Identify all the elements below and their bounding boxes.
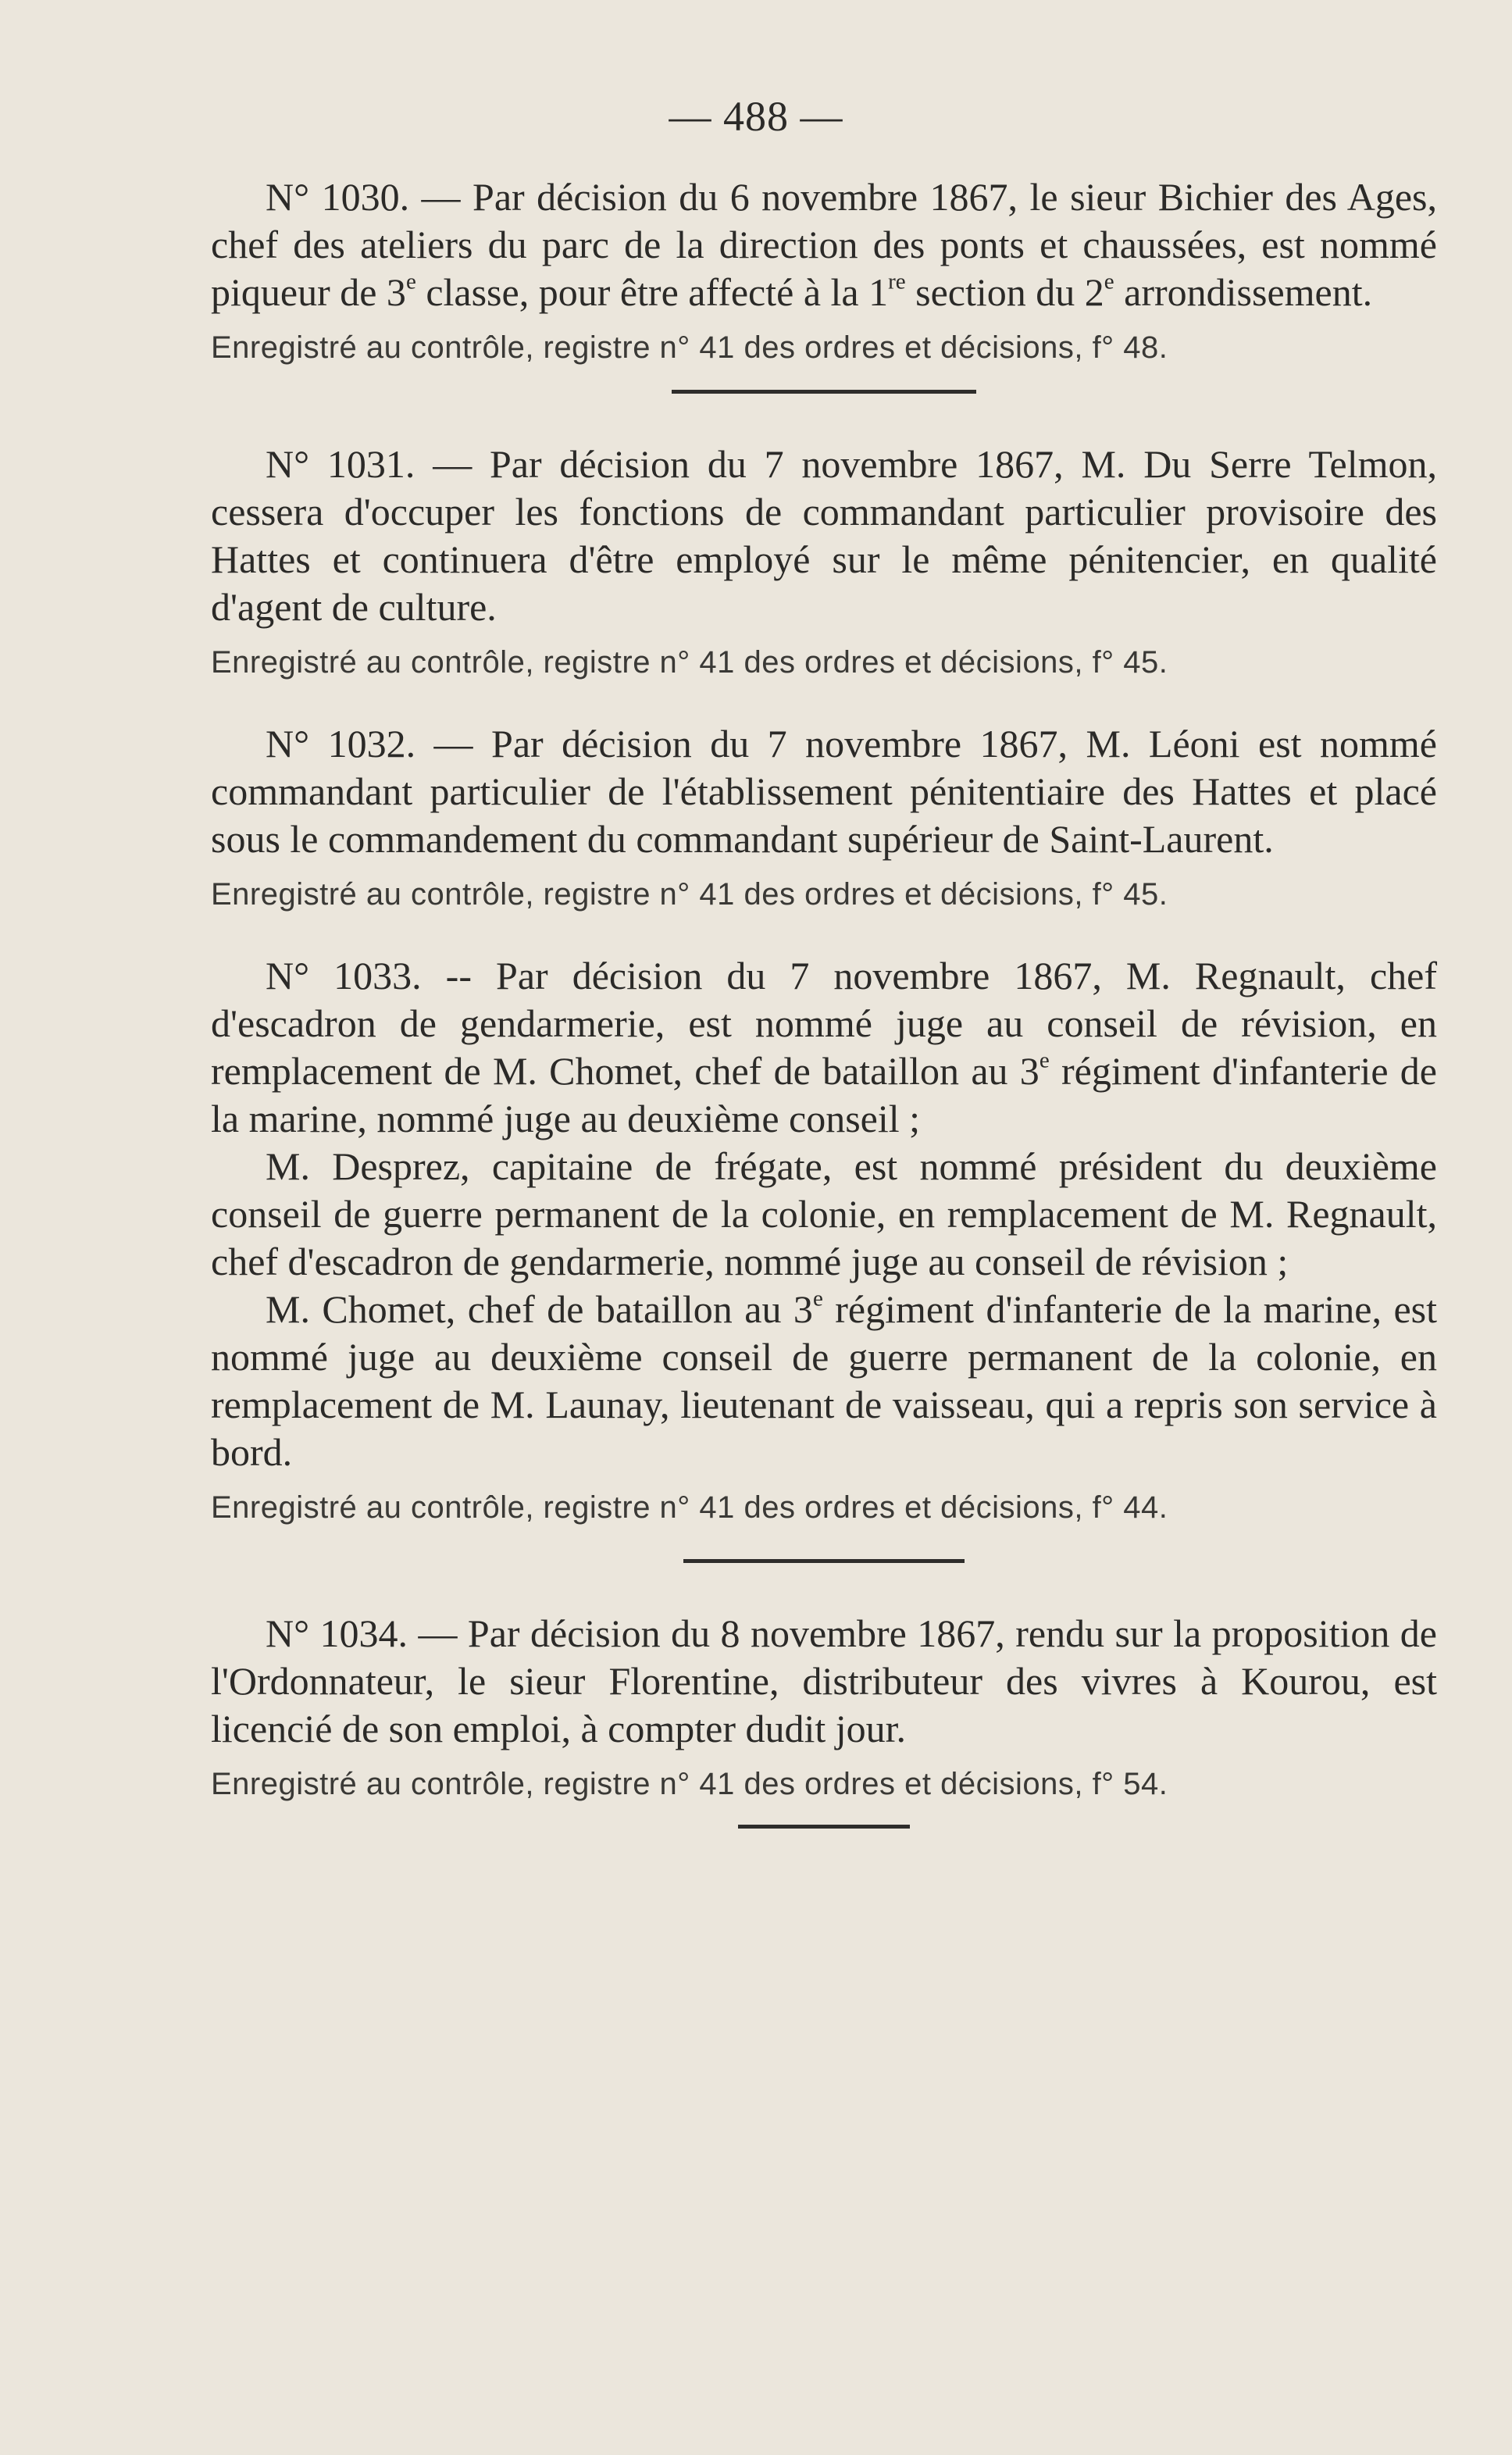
decision-paragraph <box>211 1286 1437 1476</box>
superscript: e <box>1039 1047 1050 1073</box>
page-number: — 488 — <box>669 93 843 140</box>
text-run: section du 2 <box>905 270 1104 314</box>
text-run: — Par décision du 7 novembre 1867, M. Léoni est nommé commandant particulier de l'établissement pénitentiaire des Hattes et placé sous le commandement du commandant supérieur de Saint-Laurent. <box>211 722 1437 861</box>
decision-entry <box>211 720 1437 915</box>
text-run: régiment d'infanterie de la marine, nommé juge au deuxième conseil ; <box>211 1049 1438 1140</box>
text-run: M. Desprez, capitaine de frégate, est nommé président du deuxième conseil de guerre permanent de la colonie, en remplacement de M. Regnault, chef d'escadron de gendarmerie, nommé juge au conseil de révision ; <box>211 1144 1437 1283</box>
superscript: e <box>1104 269 1114 294</box>
superscript: e <box>812 1286 823 1311</box>
registration-note: Enregistré au contrôle, registre n° 41 des ordres et décisions, f° 54. <box>211 1767 1168 1801</box>
text-run: — Par décision du 8 novembre 1867, rendu sur la proposition de l'Ordonnateur, le sieur Florentine, distributeur des vivres à Kourou, est licencié de son emploi, à compter dudit jour. <box>211 1611 1437 1750</box>
decisions-content <box>211 173 1437 1829</box>
registration-note: Enregistré au contrôle, registre n° 41 des ordres et décisions, f° 45. <box>211 877 1168 912</box>
decision-text <box>211 441 1437 631</box>
decision-entry <box>211 952 1437 1528</box>
decision-number: N° 1031. <box>266 442 415 486</box>
decision-paragraph <box>211 1143 1437 1286</box>
separator-rule <box>738 1825 910 1829</box>
registration-note: Enregistré au contrôle, registre n° 41 des ordres et décisions, f° 44. <box>211 1490 1168 1525</box>
decision-number: N° 1034. <box>266 1611 408 1655</box>
decision-text <box>211 952 1437 1143</box>
registration-note: Enregistré au contrôle, registre n° 41 des ordres et décisions, f° 48. <box>211 330 1168 365</box>
decision-entry <box>211 1610 1437 1804</box>
text-run: — Par décision du 7 novembre 1867, M. Du Serre Telmon, cessera d'occuper les fonctions de commandant particulier provisoire des Hattes et continuera d'être employé sur le même pénitencier, en qualité d'agent de culture. <box>211 442 1438 629</box>
text-run: arrondissement. <box>1114 270 1373 314</box>
text-run: classe, pour être affecté à la 1 <box>415 270 889 314</box>
decision-number: N° 1030. <box>266 175 410 219</box>
superscript: e <box>405 269 416 294</box>
decision-entry <box>211 441 1437 683</box>
decision-number: N° 1033. <box>266 954 422 997</box>
superscript: re <box>888 269 906 294</box>
text-run: M. Chomet, chef de bataillon au 3 <box>266 1287 813 1331</box>
text-run: régiment d'infanterie de la marine, est nommé juge au deuxième conseil de guerre permanent de la colonie, en remplacement de M. Launay, lieutenant de vaisseau, qui a repris son service à bord. <box>211 1287 1437 1474</box>
decision-text <box>211 720 1437 863</box>
text-run: -- Par décision du 7 novembre 1867, M. Regnault, chef d'escadron de gendarmerie, est nommé juge au conseil de révision, en remplacement de M. Chomet, chef de bataillon au 3 <box>211 954 1437 1093</box>
decision-text <box>211 1610 1437 1753</box>
decision-number: N° 1032. <box>266 722 416 765</box>
decision-text <box>211 173 1437 316</box>
registration-note: Enregistré au contrôle, registre n° 41 des ordres et décisions, f° 45. <box>211 645 1168 680</box>
separator-rule <box>683 1559 965 1563</box>
text-run: — Par décision du 6 novembre 1867, le sieur Bichier des Ages, chef des ateliers du parc de la direction des ponts et chaussées, est nommé piqueur de 3 <box>211 175 1437 314</box>
decision-entry <box>211 173 1437 368</box>
separator-rule <box>672 390 976 394</box>
